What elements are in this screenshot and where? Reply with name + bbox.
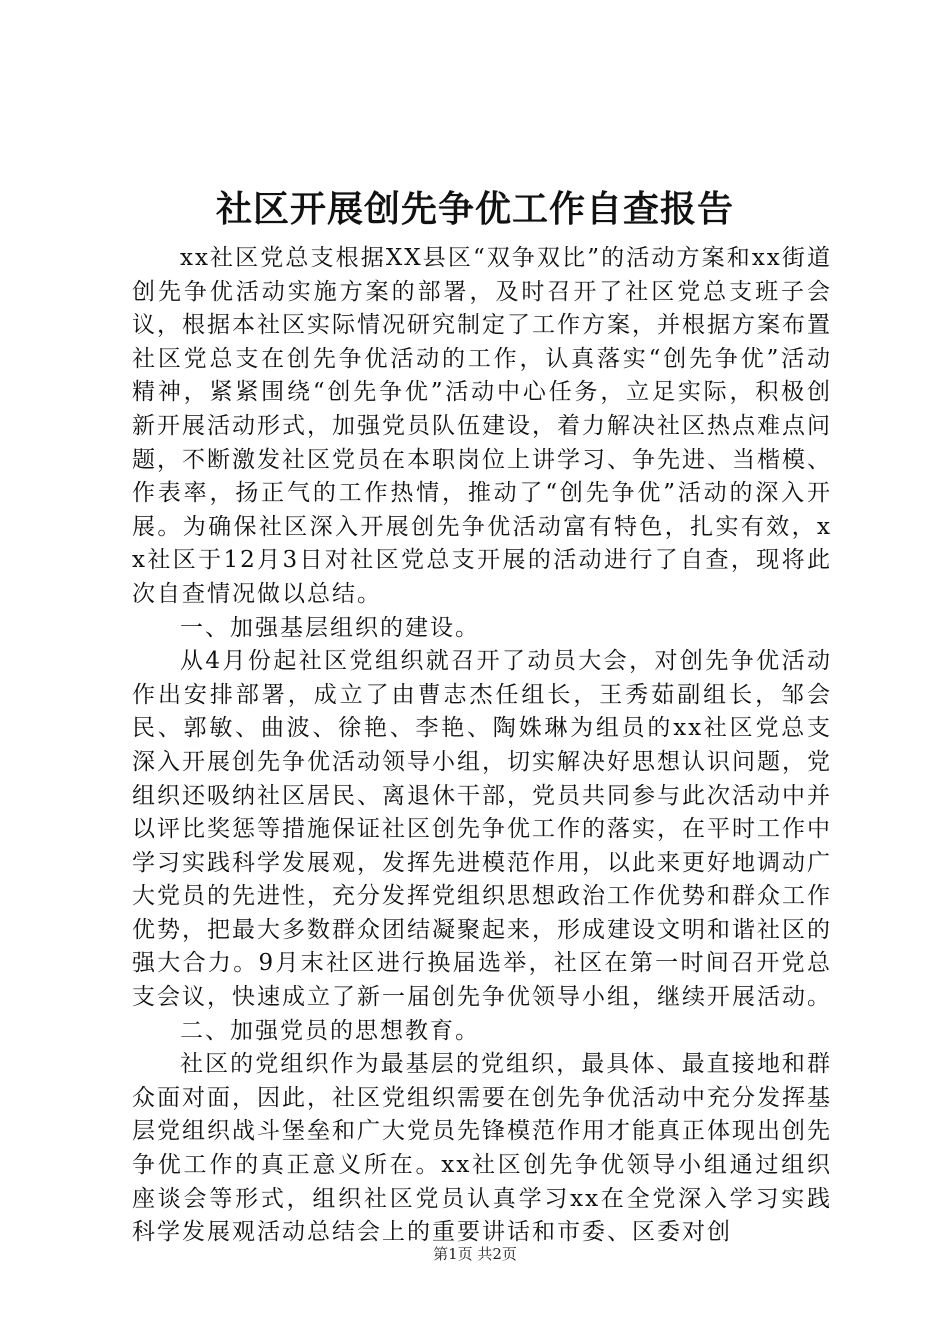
document-title: 社区开展创先争优工作自查报告	[215, 188, 734, 230]
paragraph-section-1: 从4月份起社区党组织就召开了动员大会，对创先争优活动作出安排部署，成立了由曹志杰任组长，王秀茹副组长，邹会民、郭敏、曲波、徐艳、李艳、陶姝琳为组员的xx社区党总支深入开展创先争优活动领导小组，切实解决好思想认识问题，党组织还吸纳社区居民、离退休干部，党员共同参与此次活动中并以评比奖惩等措施保证社区创先争优工作的落实，在平时工作中学习实践科学发展观，发挥先进模范作用，以此来更好地调动广大党员的先进性，充分发挥党组织思想政治工作优势和群众工作优势，把最大多数群众团结凝聚起来，形成建设文明和谐社区的强大合力。9月末社区进行换届选举，社区在第一时间召开党总支会议，快速成立了新一届创先争优领导小组，继续开展活动。	[132, 648, 832, 1011]
document-body	[132, 242, 832, 1250]
section-heading-2: 二、加强党员的思想教育。	[180, 1017, 480, 1044]
page-number-footer: 第1页 共2页	[433, 1245, 517, 1263]
paragraph-section-2: 社区的党组织作为最基层的党组织，最具体、最直接地和群众面对面，因此，社区党组织需要在创先争优活动中充分发挥基层党组织战斗堡垒和广大党员先锋模范作用才能真正体现出创先争优工作的真正意义所在。xx社区创先争优领导小组通过组织座谈会等形式，组织社区党员认真学习xx在全党深入学习实践科学发展观活动总结会上的重要讲话和市委、区委对创	[132, 1051, 832, 1246]
paragraph-intro: xx社区党总支根据XX县区“双争双比”的活动方案和xx街道创先争优活动实施方案的部署，及时召开了社区党总支班子会议，根据本社区实际情况研究制定了工作方案，并根据方案布置社区党总支在创先争优活动的工作，认真落实“创先争优”活动精神，紧紧围绕“创先争优”活动中心任务，立足实际，积极创新开展活动形式，加强党员队伍建设，着力解决社区热点难点问题，不断激发社区党员在本职岗位上讲学习、争先进、当楷模、作表率，扬正气的工作热情，推动了“创先争优”活动的深入开展。为确保社区深入开展创先争优活动富有特色，扎实有效，xx社区于12月3日对社区党总支开展的活动进行了自查，现将此次自查情况做以总结。	[132, 245, 832, 607]
section-heading-1: 一、加强基层组织的建设。	[180, 614, 480, 641]
